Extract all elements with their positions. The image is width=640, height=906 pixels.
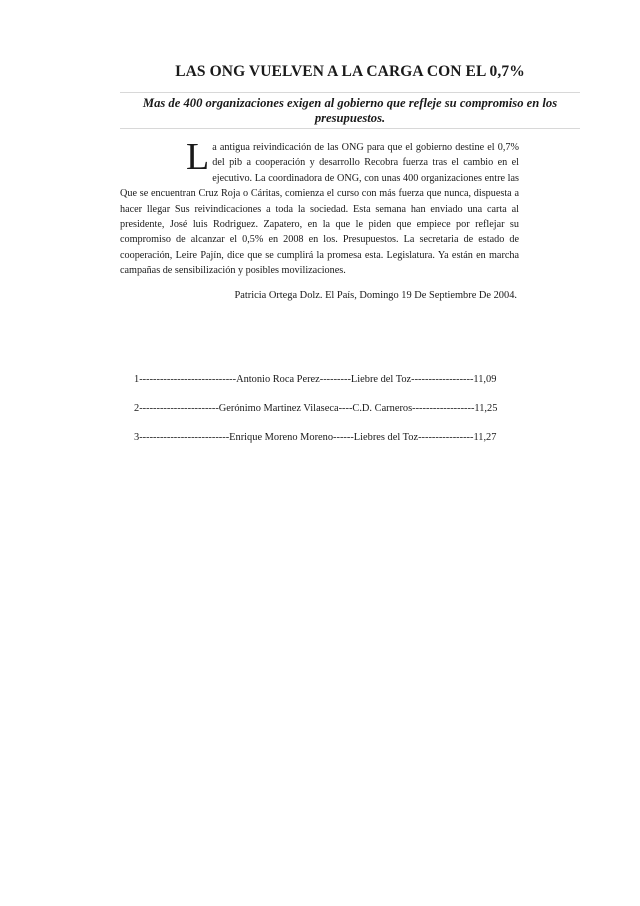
article-body: [120, 136, 519, 279]
article-signature: Patricia Ortega Dolz. El País, Domingo 19 De Septiembre De 2004.: [234, 290, 517, 301]
article-body-text: a antigua reivindicación de las ONG para que el gobierno destine el 0,7% del pib a cooperación y desarrollo Recobra fuerza tras el cambio en el ejecutivo. La coordinadora de ONG, con unas 400 organizaciones entre las Que se encuentran Cruz Roja o Cáritas, comienza el curso con más fuerza que nunca, dispuesta a hacer llegar Sus reivindicaciones a toda la sociedad. Esta semana han enviado una carta al presidente, José luis Rodriguez. Zapatero, en la que le piden que empiece por reflejar su compromiso de alcanzar el 0,5% en 2008 en los. Presupuestos. La secretaria de estado de cooperación, Leire Pajín, dice que se cumplirá la promesa esta. Legislatura. Ya están en marcha campañas de sensibilización y posibles movilizaciones.: [120, 142, 519, 277]
result-row: 3--------------------------Enrique Moreno Moreno------Liebres del Toz----------------11,27: [134, 432, 497, 443]
results-list: [134, 374, 524, 461]
drop-cap: L: [186, 136, 210, 178]
result-row: 1----------------------------Antonio Roca Perez---------Liebre del Toz------------------11,09: [134, 374, 497, 385]
article-title: LAS ONG VUELVEN A LA CARGA CON EL 0,7%: [175, 63, 525, 80]
article-subtitle: Mas de 400 organizaciones exigen al gobierno que refleje su compromiso en los presupuestos.: [120, 92, 580, 129]
result-row: 2-----------------------Gerónimo Martinez Vilaseca----C.D. Carneros------------------11,25: [134, 403, 498, 414]
